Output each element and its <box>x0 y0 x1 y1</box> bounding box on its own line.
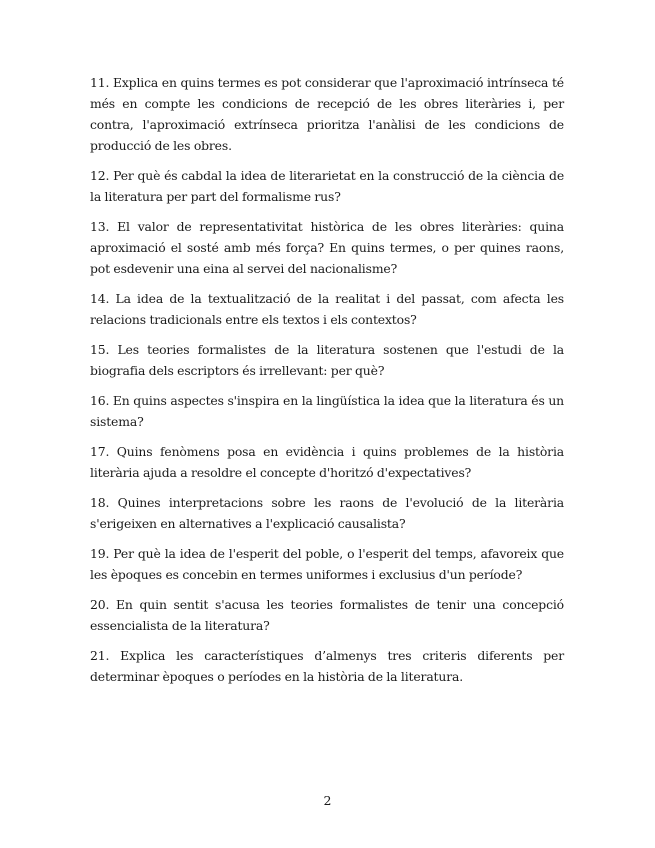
question-14: 14. La idea de la textualització de la realitat i del passat, com afecta les relacions tradicionals entre els textos i els contextos? <box>90 291 564 327</box>
question-12: 12. Per què és cabdal la idea de literarietat en la construcció de la ciència de la literatura per part del formalisme rus? <box>90 168 564 204</box>
question-11: 11. Explica en quins termes es pot considerar que l'aproximació intrínseca té més en compte les condicions de recepció de les obres literàries i, per contra, l'aproximació extrínseca prioritza l'anàlisi de les condicions de producció de les obres. <box>90 75 564 153</box>
question-19: 19. Per què la idea de l'esperit del poble, o l'esperit del temps, afavoreix que les èpoques es concebin en termes uniformes i exclusius d'un període? <box>90 546 564 582</box>
question-16: 16. En quins aspectes s'inspira en la lingüística la idea que la literatura és un sistema? <box>90 393 564 429</box>
question-17: 17. Quins fenòmens posa en evidència i quins problemes de la història literària ajuda a resoldre el concepte d'horitzó d'expectatives? <box>90 444 564 480</box>
question-13: 13. El valor de representativitat històrica de les obres literàries: quina aproximació el sosté amb més força? En quins termes, o per quines raons, pot esdevenir una eina al servei del nacionalisme? <box>90 219 564 276</box>
page-number: 2 <box>323 793 332 808</box>
question-21: 21. Explica les característiques d’almenys tres criteris diferents per determinar èpoques o períodes en la història de la literatura. <box>90 648 564 684</box>
question-15: 15. Les teories formalistes de la literatura sostenen que l'estudi de la biografia dels escriptors és irrellevant: per què? <box>90 342 564 378</box>
question-18: 18. Quines interpretacions sobre les raons de l'evolució de la literària s'erigeixen en alternatives a l'explicació causalista? <box>90 495 564 531</box>
question-20: 20. En quin sentit s'acusa les teories formalistes de tenir una concepció essencialista de la literatura? <box>90 597 564 633</box>
question-list <box>90 72 564 696</box>
